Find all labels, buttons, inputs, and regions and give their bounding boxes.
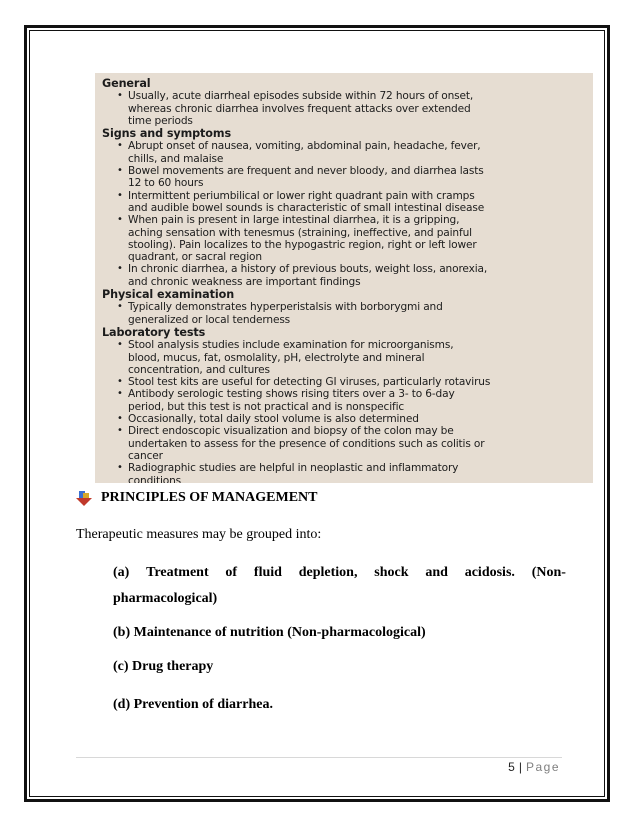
table-item-line: Usually, acute diarrheal episodes subside within 72 hours of onset,: [128, 90, 474, 103]
table-item-line: and chronic weakness are important findings: [128, 275, 361, 288]
table-bullet-item: [102, 90, 587, 127]
table-item-line: aching sensation with tenesmus (straining, ineffective, and painful: [128, 226, 472, 239]
measure-a-word: acidosis.: [464, 565, 515, 580]
measure-a-word: fluid: [253, 565, 282, 580]
footer-separator: |: [518, 760, 522, 774]
bullet-icon: •: [117, 214, 123, 226]
bullet-icon: •: [117, 425, 123, 437]
table-item-line: undertaken to assess for the presence of conditions such as colitis or: [128, 437, 485, 450]
table-item-line: 12 to 60 hours: [128, 177, 204, 190]
measure-a-word: (a): [113, 565, 130, 580]
table-item-line: period, but this test is not practical and is nonspecific: [128, 400, 405, 413]
bullet-icon: •: [117, 189, 123, 201]
page-number: 5: [508, 760, 515, 774]
bullet-icon: •: [117, 388, 123, 400]
table-item-line: quadrant, or sacral region: [128, 251, 262, 264]
section-heading-text: PRINCIPLES OF MANAGEMENT: [101, 490, 318, 505]
table-item-line: chills, and malaise: [128, 152, 224, 165]
measure-a-word: depletion,: [298, 565, 358, 580]
measure-d: (d) Prevention of diarrhea.: [113, 697, 273, 712]
measure-a-word: (Non-: [531, 565, 566, 580]
table-section-title: Laboratory tests: [102, 325, 206, 339]
bullet-icon: •: [117, 90, 123, 102]
bullet-icon: •: [117, 376, 123, 388]
section-heading: [76, 490, 318, 506]
table-bullet-item: [102, 263, 587, 288]
table-item-line: Bowel movements are frequent and never bloody, and diarrhea lasts: [128, 165, 484, 178]
table-item-line: whereas chronic diarrhea involves frequent attacks over extended: [128, 102, 471, 115]
table-item-line: Stool test kits are useful for detecting GI viruses, particularly rotavirus: [128, 376, 491, 389]
table-item-line: and audible bowel sounds is characteristic of small intestinal disease: [128, 201, 485, 214]
table-item-line: stooling). Pain localizes to the hypogastric region, right or left lower: [128, 238, 477, 251]
table-item-line: time periods: [128, 114, 193, 127]
page-label: Page: [525, 760, 560, 774]
table-item-line: In chronic diarrhea, a history of previous bouts, weight loss, anorexia,: [128, 263, 488, 276]
page-footer: [508, 760, 560, 774]
table-item-line: Radiographic studies are helpful in neoplastic and inflammatory: [128, 462, 459, 475]
table-item-line: Direct endoscopic visualization and biopsy of the colon may be: [128, 425, 454, 438]
table-section-title: Signs and symptoms: [102, 127, 232, 141]
table-item-line: generalized or local tenderness: [128, 313, 291, 326]
measure-a-line1: [113, 560, 566, 586]
table-item-line: cancer: [128, 449, 163, 462]
table-item-line: concentration, and cultures: [128, 363, 270, 376]
table-item-line: Antibody serologic testing shows rising titers over a 3- to 6-day: [128, 388, 455, 401]
table-bullet-item: [102, 376, 587, 388]
table-item-line: Typically demonstrates hyperperistalsis with borborygmi and: [128, 301, 443, 314]
measure-a: [113, 560, 566, 612]
table-item-line: When pain is present in large intestinal diarrhea, it is a gripping,: [128, 214, 460, 227]
table-bullet-item: [102, 413, 587, 425]
measure-a-word: shock: [374, 565, 409, 580]
table-bullet-item: [102, 462, 587, 483]
table-item-line: Stool analysis studies include examination for microorganisms,: [128, 339, 454, 352]
table-item-line: Occasionally, total daily stool volume is also determined: [128, 413, 419, 426]
bullet-icon: •: [117, 263, 123, 275]
measure-c: (c) Drug therapy: [113, 659, 214, 674]
bullet-icon: •: [117, 301, 123, 313]
table-item-line: Intermittent periumbilical or lower right quadrant pain with cramps: [128, 189, 475, 202]
table-bullet-item: [102, 214, 587, 263]
bullet-icon: •: [117, 140, 123, 152]
measure-a-line2: pharmacological): [113, 591, 218, 606]
table-bullet-item: [102, 388, 587, 413]
table-bullet-item: [102, 140, 587, 165]
table-item-line: conditions: [128, 474, 181, 483]
table-bullet-item: [102, 425, 587, 462]
bullet-icon: •: [117, 462, 123, 474]
table-bullet-item: [102, 165, 587, 190]
table-bullet-item: [102, 190, 587, 215]
clinical-features-table: [95, 73, 593, 483]
footer-divider: [76, 757, 562, 758]
measure-b: (b) Maintenance of nutrition (Non-pharmacological): [113, 625, 426, 640]
table-section-title: Physical examination: [102, 288, 235, 302]
table-item-line: Abrupt onset of nausea, vomiting, abdominal pain, headache, fever,: [128, 140, 481, 153]
down-arrow-bullet-icon: [76, 490, 92, 506]
intro-text: Therapeutic measures may be grouped into:: [76, 527, 322, 542]
bullet-icon: •: [117, 413, 123, 425]
table-bullet-item: [102, 301, 587, 326]
table-section-title: General: [102, 77, 151, 90]
measure-a-word: Treatment: [146, 565, 209, 580]
bullet-icon: •: [117, 165, 123, 177]
table-bullet-item: [102, 339, 587, 376]
bullet-icon: •: [117, 339, 123, 351]
measure-a-word: and: [425, 565, 448, 580]
measure-a-word: of: [225, 565, 238, 580]
table-item-line: blood, mucus, fat, osmolality, pH, electrolyte and mineral: [128, 351, 425, 364]
